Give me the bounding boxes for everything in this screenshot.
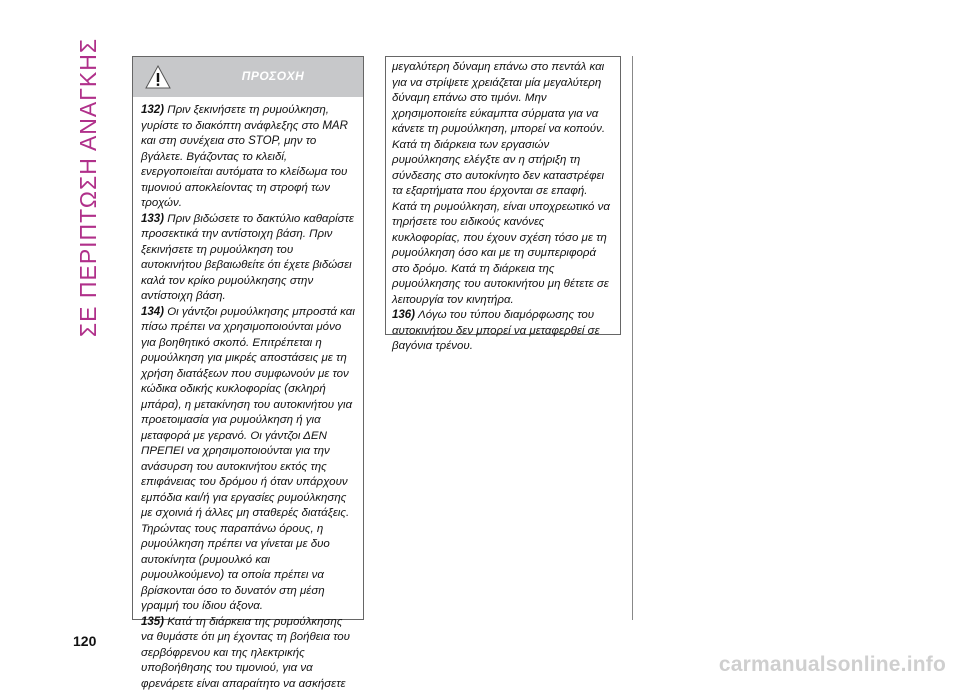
- warning-box-continued: [385, 56, 621, 335]
- warning-body: [133, 97, 363, 692]
- page-number: 120: [73, 633, 96, 649]
- column-divider: [632, 56, 633, 620]
- note-number: 134): [141, 306, 164, 318]
- note-135: [141, 615, 355, 692]
- note-132: [141, 103, 355, 212]
- note-135-continued: [392, 60, 614, 308]
- section-title-vertical: [64, 40, 114, 335]
- warning-title: ΠΡΟΣΟΧΗ: [193, 69, 353, 85]
- warning-triangle-icon: [145, 64, 171, 90]
- note-133: [141, 212, 355, 305]
- note-text: Οι γάντζοι ρυμούλκησης μπροστά και πίσω πρέπει να χρησιμοποιούνται μόνο για βοηθητικό σκοπό. Επιτρέπεται η ρυμούλκηση για μικρές αποστάσεις με τη χρήση διατάξεων που συμφωνούν με τον κώδικα οδικής κυκλοφορίας (σκληρή μπάρα), η μετακίνηση του αυτοκινήτου για προετοιμασία για ρυμούλκηση ή για μεταφορά με γερανό. Οι γάντζοι ΔΕΝ ΠΡΕΠΕΙ να χρησιμοποιούνται για την ανάσυρση του αυτοκινήτου εκτός της επιφάνειας του δρόμου ή όταν υπάρχουν εμπόδια και/ή για εργασίες ρυμούλκησης με σχοινιά ή άλλες μη σταθερές διατάξεις. Τηρώντας τους παραπάνω όρους, η ρυμούλκηση πρέπει να γίνεται με δυο αυτοκίνητα (ρυμουλκό και ρυμουλκούμενο) τα οποία πρέπει να βρίσκονται όσο το δυνατόν στη μέση γραμμή του ίδιου άξονα.: [141, 306, 355, 613]
- section-title-text: ΣΕ ΠΕΡΙΠΤΩΣΗ ΑΝΑΓΚΗΣ: [76, 38, 103, 337]
- watermark: carmanualsonline.info: [719, 653, 946, 677]
- note-136: [392, 308, 614, 355]
- note-text: Λόγω του τύπου διαμόρφωσης του αυτοκινήτου δεν μπορεί να μεταφερθεί σε βαγόνια τρένου.: [392, 309, 600, 352]
- warning-header: [133, 57, 363, 97]
- note-text: Πριν βιδώσετε το δακτύλιο καθαρίστε προσεκτικά την αντίστοιχη βάση. Πριν ξεκινήσετε τη ρυμούλκηση του αυτοκινήτου βεβαιωθείτε ότι έχετε βιδώσει καλά τον κρίκο ρυμούλκησης στην αντίστοιχη βάση.: [141, 213, 354, 303]
- note-134: [141, 305, 355, 615]
- note-text: Πριν ξεκινήσετε τη ρυμούλκηση, γυρίστε το διακόπτη ανάφλεξης στο MAR και στη συνέχεια στο STOP, μην το βγάλετε. Βγάζοντας το κλειδί, ενεργοποιείται αυτόματα το κλείδωμα του τιμονιού αποκλείοντας τη στροφή των τροχών.: [141, 104, 348, 209]
- note-number: 133): [141, 213, 164, 225]
- note-number: 132): [141, 104, 164, 116]
- note-number: 136): [392, 309, 415, 321]
- note-text: μεγαλύτερη δύναμη επάνω στο πεντάλ και για να στρίψετε χρειάζεται μία μεγαλύτερη δύναμη επάνω στο τιμόνι. Μην χρησιμοποιείτε εύκαμπτα σύρματα για να κάνετε τη ρυμούλκηση, μπορεί να κοπούν. Κατά τη διάρκεια των εργασιών ρυμούλκησης ελέγξτε αν η στήριξη τη σύνδεσης στο αυτοκίνητο δεν καταστρέφει τα εξαρτήματα που έρχονται σε επαφή. Κατά τη ρυμούλκηση, είναι υποχρεωτικό να τηρήσετε του ειδικούς κανόνες κυκλοφορίας, που έχουν σχέση τόσο με τη ρυμούλκηση όσο και με τη συμπεριφορά στο δρόμο. Κατά τη διάρκεια της ρυμούλκησης του αυτοκινήτου μη θέτετε σε λειτουργία τον κινητήρα.: [392, 61, 610, 306]
- warning-box: [132, 56, 364, 620]
- note-number: 135): [141, 616, 164, 628]
- note-text: Κατά τη διάρκεια της ρυμούλκησης να θυμάστε ότι μη έχοντας τη βοήθεια του σερβόφρενου και της ηλεκτρικής υποβοήθησης του τιμονιού, για να φρενάρετε είναι απαραίτητο να ασκήσετε: [141, 616, 350, 690]
